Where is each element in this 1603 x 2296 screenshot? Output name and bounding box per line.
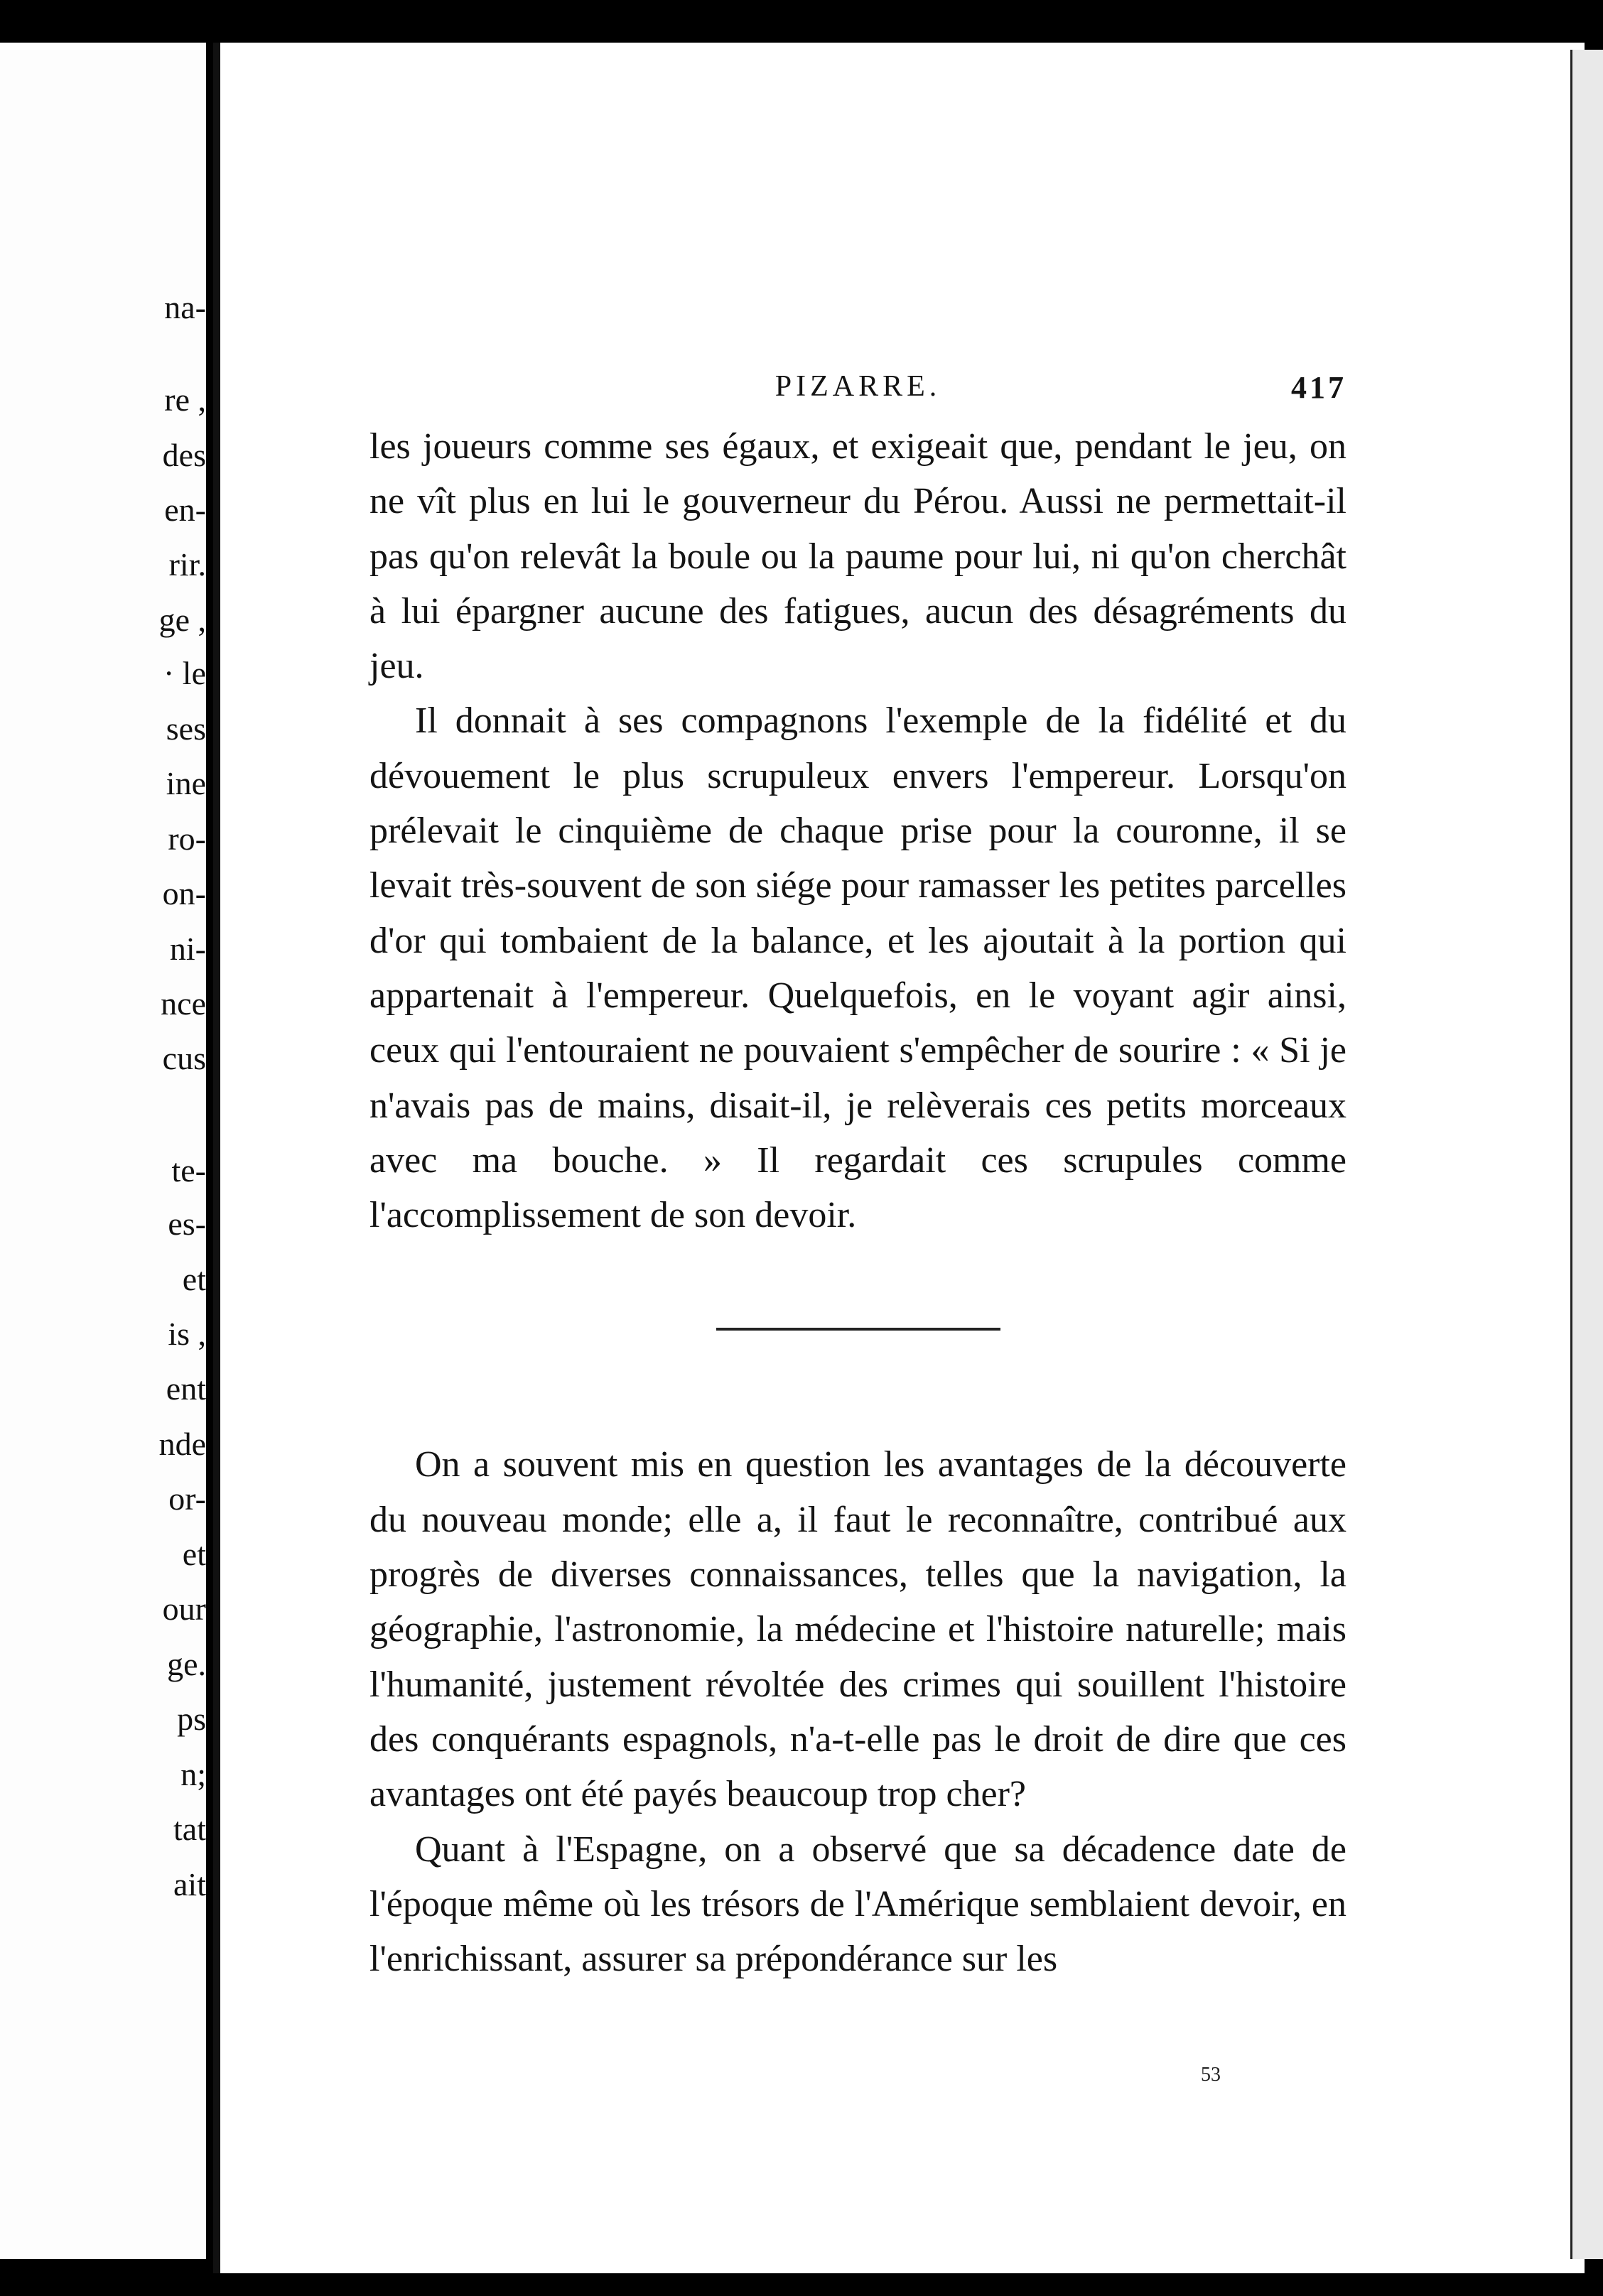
previous-page-fragment: n; bbox=[180, 1756, 206, 1792]
previous-page-fragment: on- bbox=[162, 875, 206, 911]
previous-page-fragment: ge. bbox=[167, 1646, 206, 1682]
running-title: PIZARRE. bbox=[774, 370, 941, 403]
previous-page-fragment: ni- bbox=[169, 931, 206, 967]
text-block bbox=[369, 369, 1346, 1986]
previous-page-fragment: or- bbox=[168, 1480, 206, 1517]
previous-page-fragment: ent bbox=[166, 1370, 206, 1407]
previous-page-fragment: our bbox=[162, 1591, 206, 1627]
previous-page-fragment: ge , bbox=[158, 602, 206, 638]
previous-page-fragment: des bbox=[162, 437, 206, 473]
previous-page-fragment: en- bbox=[164, 492, 206, 528]
previous-page-fragment: es- bbox=[168, 1206, 206, 1242]
previous-page-fragment: · le bbox=[163, 655, 206, 691]
previous-page-fragment: cus bbox=[162, 1040, 206, 1076]
section-divider bbox=[716, 1328, 1000, 1331]
page-number: 417 bbox=[1291, 370, 1346, 405]
previous-page-fragment: ro- bbox=[168, 821, 206, 857]
previous-page-fragment: et bbox=[182, 1536, 206, 1572]
previous-page-fragment: tat bbox=[173, 1811, 206, 1847]
previous-page-edge bbox=[0, 43, 206, 2259]
previous-page-fragment: nce bbox=[161, 985, 206, 1022]
previous-page-fragment: is , bbox=[168, 1316, 206, 1352]
previous-page-fragment: rir. bbox=[168, 546, 206, 583]
previous-page-fragment: ses bbox=[166, 710, 206, 747]
previous-page-fragment: na- bbox=[164, 289, 206, 325]
previous-page-fragment: te- bbox=[171, 1152, 206, 1188]
previous-page-fragment: re , bbox=[164, 381, 206, 418]
previous-page-fragment: nde bbox=[158, 1426, 206, 1462]
signature-mark: 53 bbox=[1201, 2064, 1221, 2086]
page-edge-right bbox=[1570, 50, 1603, 2259]
previous-page-fragment: ine bbox=[166, 765, 206, 801]
book-page bbox=[213, 43, 1585, 2273]
paragraph: Il donnait à ses compagnons l'exemple de la fidélité et du dévouement le plus scrupuleux envers l'empereur. Lorsqu'on prélevait le cinquième de chaque prise pour la couronne, il se levait très-souvent de son siége pour ramasser les petites parcelles d'or qui tombaient de la balance, et les ajoutait à la portion qui appartenait à l'empereur. Quelquefois, en le voyant agir ainsi, ceux qui l'entouraient ne pouvaient s'empêcher de sourire : « Si je n'avais pas de mains, disait-il, je relèverais ces petits morceaux avec ma bouche. » Il regardait ces scrupules comme l'accomplissement de son devoir. bbox=[369, 700, 1346, 1236]
paragraph-continued: les joueurs comme ses égaux, et exigeait que, pendant le jeu, on ne vît plus en lui le gouverneur du Pérou. Aussi ne permettait-il pas qu'on relevât la boule ou la paume pour lui, ni qu'on cherchât à lui épargner aucune des fatigues, aucun des désagréments du jeu. bbox=[369, 426, 1346, 687]
previous-page-fragment: et bbox=[182, 1261, 206, 1297]
previous-page-fragment: ait bbox=[173, 1866, 206, 1902]
paragraph: Quant à l'Espagne, on a observé que sa décadence date de l'époque même où les trésors de l'Amérique semblaient devoir, en l'enrichissant, assurer sa prépondérance sur les bbox=[369, 1829, 1346, 1980]
previous-page-fragment: ps bbox=[177, 1701, 206, 1737]
running-head bbox=[369, 369, 1346, 419]
paragraph: On a souvent mis en question les avantages de la découverte du nouveau monde; elle a, il faut le reconnaître, contribué aux progrès de diverses connaissances, telles que la navigation, la géographie, l'astronomie, la médecine et l'histoire naturelle; mais l'humanité, justement révoltée des crimes qui souillent l'histoire des conquérants espagnols, n'a-t-elle pas le droit de dire que ces avantages ont été payés beaucoup trop cher? bbox=[369, 1444, 1346, 1815]
